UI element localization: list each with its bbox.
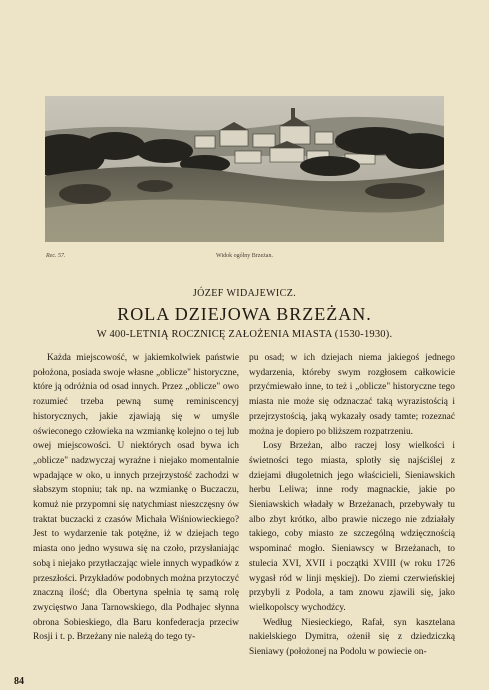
- town-panorama-photo: [45, 96, 444, 242]
- page-number: 84: [14, 676, 24, 687]
- article-title: ROLA DZIEJOWA BRZEŻAN.: [117, 304, 372, 324]
- right-text-column: [249, 351, 455, 660]
- photo-illustration: [45, 96, 444, 242]
- figure-number: Rec. 57.: [46, 253, 66, 259]
- paragraph: Według Niesieckiego, Rafał, syn kasztelana nakielskiego Dymitra, ożenił się z dziedziczką Sieniawy (położonej na Podolu w powiecie on-: [249, 617, 455, 658]
- paragraph: Każda miejscowość, w jakiemkolwiek państwie położona, posiada swoje własne „oblicze" historyczne, które ją odróżnia od osad innych. Przez „oblicze" owo rozumieć trzeba pewną sumę reminiscencyj historycznych, jakie zjawiają się w umyśle oświeconego człowieka na wzmiankę kolejno o tej lub owej miejscowości. U niektórych osad bywa ich „oblicze" nadzwyczaj wyraźne i niejako momentalnie wpadające w oko, u innych przejrzystość zachodzi w słabszym stopniu; tak np. na wzmiankę o Buczaczu, komuż nie przypomni się natychmiast nieszczęsny ów traktat buczacki z czasów Michała Wiśniowieckiego? Jest to wydarzenie tak potężne, iż w dziejach tego miasta ono jedno wysuwa się na czoło, przysłaniając sobą i niejako przytłaczając wiele innych wypadków z przeszłości. Przykładów podobnych można przytoczyć znaczną ilość; dla Obertyna spełnia tę samą rolę zwycięstwo Jana Tarnowskiego, dla Podhajec słynna obrona Sobieskiego, dla Baru konfederacja przeciw Rosji i t. p. Brzeżany nie należą do tego ty-: [33, 353, 239, 643]
- paragraph: pu osad; w ich dziejach niema jakiegoś jednego wydarzenia, któreby swym rozgłosem całkowicie przyćmiewało inne, to też i „oblicze" historyczne tego miasta nie może się odznaczać taką wyrazistością i przejrzystością, jaką wykazały osady tamte; rozeznać można je dopiero po bliższem rozpatrzeniu.: [249, 353, 455, 437]
- article-author: JÓZEF WIDAJEWICZ.: [192, 288, 297, 299]
- paragraph: Losy Brzeżan, albo raczej losy wielkości i świetności tego miasta, splotły się najściślej z dziejami długoletnich jego właścicieli, Sieniawskich herbu Leliwa; inne rody magnackie, jakie po Sieniawskich władały w Brzeżanach, przebywały tu albo zbyt krótko, albo prawie niczego nie zdziałały takiego, coby miasto ze szczególną wdzięcznością wspominać mogło. Sieniawscy w Brzeżanach, to stulecia XVI, XVII i początki XVIII (w roku 1726 wygasł ród w linji męskiej). Do ziemi czerwieńskiej przybyli z Podola, a tam znowu zjawili się, jako wielkopolscy wychodźcy.: [249, 441, 455, 613]
- photo-caption: Widok ogólny Brzeżan.: [216, 253, 273, 259]
- left-text-column: [33, 351, 239, 645]
- article-subtitle: W 400-LETNIĄ ROCZNICĘ ZAŁOŻENIA MIASTA (1530-1930).: [96, 329, 393, 340]
